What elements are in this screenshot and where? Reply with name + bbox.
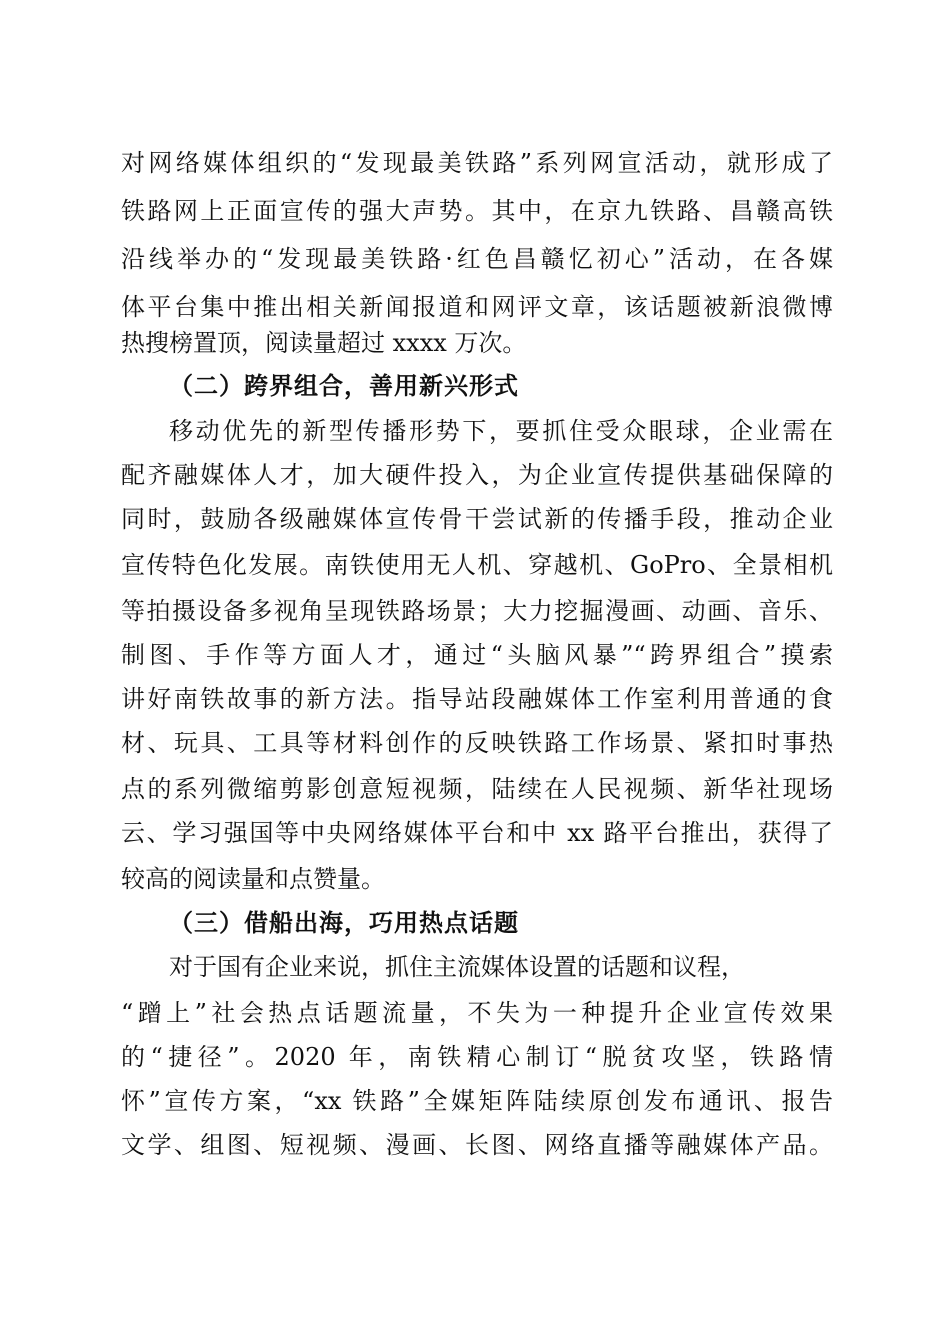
text-line: 宣传特色化发展。南铁使用无人机、穿越机、GoPro、全景相机 [121, 551, 833, 579]
text-line: 移动优先的新型传播形势下，要抓住受众眼球，企业需在 [169, 417, 833, 445]
text-line: 对于国有企业来说，抓住主流媒体设置的话题和议程， [169, 953, 745, 981]
text-line: 点的系列微缩剪影创意短视频，陆续在人民视频、新华社现场 [121, 775, 833, 803]
text-line: 怀”宣传方案，“xx 铁路”全媒矩阵陆续原创发布通讯、报告 [121, 1087, 833, 1115]
text-line: 较高的阅读量和点赞量。 [121, 865, 385, 893]
section-heading: （二）跨界组合，善用新兴形式 [169, 371, 519, 400]
text-line: “蹭上”社会热点话题流量，不失为一种提升企业宣传效果 [121, 999, 833, 1027]
text-line: 云、学习强国等中央网络媒体平台和中 xx 路平台推出，获得了 [121, 819, 833, 847]
text-line: 配齐融媒体人才，加大硬件投入，为企业宣传提供基础保障的 [121, 461, 833, 489]
text-line: 文学、组图、短视频、漫画、长图、网络直播等融媒体产品。 [121, 1131, 833, 1159]
text-line: 等拍摄设备多视角呈现铁路场景；大力挖掘漫画、动画、音乐、 [121, 597, 833, 625]
text-line: 材、玩具、工具等材料创作的反映铁路工作场景、紧扣时事热 [121, 729, 833, 757]
text-line: 体平台集中推出相关新闻报道和网评文章，该话题被新浪微博 [121, 293, 833, 321]
text-line: 沿线举办的“发现最美铁路·红色昌赣忆初心”活动，在各媒 [121, 245, 833, 273]
text-line: 热搜榜置顶，阅读量超过 xxxx 万次。 [121, 329, 527, 357]
text-line: 同时，鼓励各级融媒体宣传骨干尝试新的传播手段，推动企业 [121, 505, 833, 533]
text-line: 讲好南铁故事的新方法。指导站段融媒体工作室利用普通的食 [121, 685, 833, 713]
text-line: 对网络媒体组织的“发现最美铁路”系列网宣活动，就形成了 [121, 149, 833, 177]
section-heading: （三）借船出海，巧用热点话题 [169, 908, 519, 937]
text-line: 的“捷径”。2020 年，南铁精心制订“脱贫攻坚，铁路情 [121, 1043, 833, 1071]
text-line: 铁路网上正面宣传的强大声势。其中，在京九铁路、昌赣高铁 [121, 197, 833, 225]
text-line: 制图、手作等方面人才，通过“头脑风暴”“跨界组合”摸索 [121, 641, 833, 669]
